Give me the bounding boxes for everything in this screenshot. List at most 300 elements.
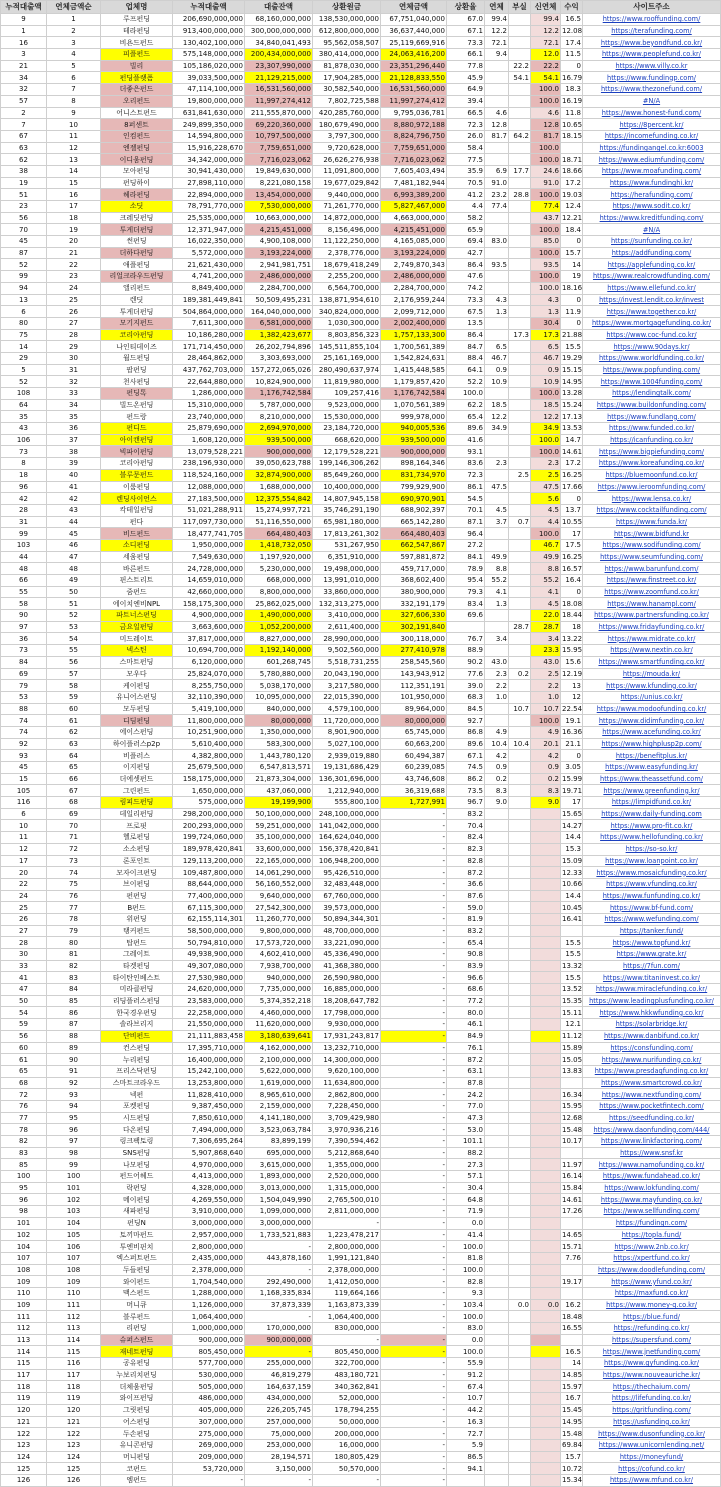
header-cell[interactable]: 업체명: [101, 1, 173, 14]
site-url-link[interactable]: https://www.ieroomfunding.com/: [583, 481, 721, 493]
cell-bal: 583,300,000: [245, 738, 313, 750]
site-url-link[interactable]: https://8percent.kr/: [583, 119, 721, 131]
cell-new: 100.0: [531, 446, 561, 458]
cell-rate: 88.2: [447, 1147, 485, 1159]
table-row: [1, 598, 721, 610]
cell-rate: 82.8: [447, 1276, 485, 1288]
cell-new: [531, 1381, 561, 1393]
cell-new: 2.3: [531, 458, 561, 470]
site-url-link[interactable]: https://www.grate.kr/: [583, 949, 721, 961]
header-cell[interactable]: 신연체: [531, 1, 561, 14]
site-url-link[interactable]: https://www.loanpoint.co.kr/: [583, 855, 721, 867]
cell-paid: 95,426,510,000: [313, 867, 381, 879]
site-url-link[interactable]: https://www.1004funding.com/: [583, 376, 721, 388]
cell-bad: [509, 1416, 531, 1428]
cell-rate: 65.4: [447, 937, 485, 949]
site-url-link[interactable]: https://www.smartfunding.co.kr/: [583, 656, 721, 668]
cell-bal: 19,849,630,000: [245, 165, 313, 177]
site-url-link[interactable]: https://tanker.fund/: [583, 925, 721, 937]
cell-bad: [509, 142, 531, 154]
site-url-link[interactable]: https://refunding.co.kr/: [583, 1323, 721, 1335]
cell-od: 16,531,560,000: [381, 84, 447, 96]
cell-o: 57: [47, 668, 101, 680]
cell-bal: 1,418,732,050: [245, 539, 313, 551]
site-url-link[interactable]: https://consfunding.com/: [583, 1042, 721, 1054]
cell-r: 111: [1, 1311, 47, 1323]
cell-ov: 3.4: [485, 633, 509, 645]
cell-bal: 10,095,000,000: [245, 691, 313, 703]
header-cell[interactable]: 상환원금: [313, 1, 381, 14]
cell-r: 69: [1, 668, 47, 680]
cell-paid: 248,100,000,000: [313, 808, 381, 820]
site-url-link[interactable]: https://www.realcrowdfunding.com/: [583, 271, 721, 283]
cell-bal: 1,893,000,000: [245, 1171, 313, 1183]
site-url-link[interactable]: https://benefitplus.kr/: [583, 750, 721, 762]
cell-new: 100.0: [531, 84, 561, 96]
site-url-link[interactable]: https://www.fundlang.com/: [583, 411, 721, 423]
site-url-link[interactable]: https://thechaium.com/: [583, 1381, 721, 1393]
cell-bad: [509, 867, 531, 879]
cell-new: [531, 972, 561, 984]
site-url-link[interactable]: https://www.ellefund.co.kr/: [583, 282, 721, 294]
site-url-link[interactable]: https://www.gyfunding.co.kr/: [583, 1358, 721, 1370]
cell-rate: 66.1: [447, 49, 485, 61]
cell-ret: 15.89: [562, 1043, 583, 1052]
site-url-link[interactable]: https://www.moafunding.com/: [583, 165, 721, 177]
cell-name: 이디움펀딩: [101, 154, 173, 166]
site-url-link[interactable]: https://www.fundinghi.kr/: [583, 177, 721, 189]
site-url-link[interactable]: https://www.worldfunding.co.kr/: [583, 352, 721, 364]
cell-paid: 17,813,261,302: [313, 528, 381, 540]
cell-paid: 2,611,400,000: [313, 621, 381, 633]
cell-o: 11: [47, 130, 101, 142]
cell-r: 26: [1, 913, 47, 925]
site-url-link[interactable]: https://www.presdaqfunding.co.kr/: [583, 1065, 721, 1077]
cell-total: 1,950,000,000: [173, 539, 245, 551]
cell-o: 89: [47, 1042, 101, 1054]
site-url-link[interactable]: https://www.peoplefund.co.kr/: [583, 49, 721, 61]
cell-new: 99.4: [531, 14, 561, 26]
cell-name: 어스펀딩: [101, 1416, 173, 1428]
cell-paid: 612,800,000,000: [313, 25, 381, 37]
site-url-link[interactable]: https://www.nouveaurichе.kr/: [583, 1369, 721, 1381]
table-row: [1, 1346, 721, 1358]
site-url-link[interactable]: https://www.theassetfund.com/: [583, 773, 721, 785]
site-url-link[interactable]: https://so-so.kr/: [583, 843, 721, 855]
site-url-link[interactable]: https://www.honest-fund.com/: [583, 107, 721, 119]
cell-bal: 33,600,000,000: [245, 843, 313, 855]
cell-r: 80: [1, 317, 47, 329]
cell-od: -: [381, 1381, 447, 1393]
cell-ov: [485, 1358, 509, 1370]
site-url-link[interactable]: https://www.jnetfunding.com/: [583, 1346, 721, 1358]
cell-bal: 1,176,742,584: [245, 388, 313, 400]
cell-ov: [485, 1030, 509, 1042]
cell-bad: [509, 1206, 531, 1218]
cell-new: 43.0: [531, 656, 561, 668]
site-url-link[interactable]: https://www.pro-fit.co.kr/: [583, 820, 721, 832]
cell-r: 110: [1, 1287, 47, 1299]
cell-bal: 164,637,159: [245, 1381, 313, 1393]
site-url-link[interactable]: https://www.together.co.kr/: [583, 306, 721, 318]
cell-total: 22,894,000,000: [173, 189, 245, 201]
header-cell[interactable]: 상환율: [447, 1, 485, 14]
site-url-link[interactable]: https://www.unicornlending.net/: [583, 1439, 721, 1451]
site-url-link[interactable]: https://www.ediumfunding.com/: [583, 154, 721, 166]
table-row: [1, 913, 721, 925]
cell-rate: 67.5: [447, 306, 485, 318]
site-url-link[interactable]: https://icanfunding.co.kr/: [583, 434, 721, 446]
cell-total: 486,000,000: [173, 1393, 245, 1405]
cell-r: 36: [1, 633, 47, 645]
site-url-link[interactable]: https://www.daonfunding.com/444/: [583, 1124, 721, 1136]
table-row: [1, 890, 721, 902]
site-url-link[interactable]: https://www.funfunding.co.kr/: [583, 890, 721, 902]
site-url-link[interactable]: https://www.bidfund.kr: [583, 528, 721, 540]
cell-r: 115: [1, 1358, 47, 1370]
cell-name: 유니어스펀딩: [101, 691, 173, 703]
site-url-link[interactable]: https://limpidfund.co.kr/: [583, 797, 721, 809]
cell-bad: [509, 493, 531, 505]
site-url-link[interactable]: https://www.fundingp.com/: [583, 72, 721, 84]
cell-bal: 7,530,000,000: [245, 201, 313, 213]
site-url-link[interactable]: https://www.finstreet.co.kr/: [583, 575, 721, 587]
cell-bal: 1,099,000,000: [245, 1206, 313, 1218]
site-url-link[interactable]: https://www.mosaicfunding.co.kr/: [583, 867, 721, 879]
cell-total: 7,494,000,000: [173, 1124, 245, 1136]
cell-rate: 71.9: [447, 1206, 485, 1218]
cell-ret: 15.71: [562, 1242, 583, 1251]
cell-ret: 11.5: [561, 49, 583, 61]
cell-r: 30: [1, 949, 47, 961]
cell-name: 이룸펀딩: [101, 481, 173, 493]
cell-od: -: [381, 1147, 447, 1159]
site-url-link[interactable]: https://www.hkkwfunding.co.kr/: [583, 1007, 721, 1019]
cell-rate: 87.2: [447, 1054, 485, 1066]
cell-bal: 2,100,000,000: [245, 1054, 313, 1066]
site-url-link[interactable]: https://www.acefunding.co.kr/: [583, 726, 721, 738]
cell-ov: [485, 282, 509, 294]
cell-new: 6.5: [531, 341, 561, 353]
cell-total: 298,200,000,000: [173, 808, 245, 820]
site-url-link[interactable]: https://fundingn.com/: [583, 1217, 721, 1229]
site-url-link[interactable]: https://www.doodlefunding.com/: [583, 1264, 721, 1276]
site-url-link[interactable]: https://www.popfunding.com/: [583, 364, 721, 376]
cell-od: 597,881,872: [381, 551, 447, 563]
cell-od: 665,142,280: [381, 516, 447, 528]
site-url-link[interactable]: https://www.rooffunding.com/: [583, 14, 721, 26]
site-url-link[interactable]: https://sunfunding.co.kr/: [583, 236, 721, 248]
site-url-link[interactable]: https://lendingtalk.com/: [583, 388, 721, 400]
site-url-link[interactable]: https://seedfunding.co.kr/: [583, 1112, 721, 1124]
site-url-link[interactable]: https://fundingangel.co.kr:6003: [583, 142, 721, 154]
site-url-link[interactable]: https://www.cocktailfunding.com/: [583, 504, 721, 516]
cell-r: 67: [1, 130, 47, 142]
cell-paid: 50,000,000: [313, 1416, 381, 1428]
site-url-link[interactable]: #N/A: [583, 95, 721, 107]
header-cell[interactable]: 누적대출액: [173, 1, 245, 14]
site-url-link[interactable]: https://www.didimfunding.co.kr/: [583, 715, 721, 727]
cell-total: 158,175,000,000: [173, 773, 245, 785]
table-row: [1, 446, 721, 458]
site-url-link[interactable]: https://moneyfund/: [583, 1451, 721, 1463]
header-cell[interactable]: 사이트주소: [583, 1, 721, 14]
header-cell[interactable]: 연체금액순: [47, 1, 101, 14]
site-url-link[interactable]: https://www.bf-fund.com/: [583, 902, 721, 914]
site-url-link[interactable]: https://www.funda.kr/: [583, 516, 721, 528]
cell-bal: 8,965,610,000: [245, 1089, 313, 1101]
site-url-link[interactable]: https://www.titaninvest.co.kr/: [583, 972, 721, 984]
site-url-link[interactable]: https://www.daily-funding.com: [583, 808, 721, 820]
site-url-link[interactable]: https://www.coc-fund.co.kr/: [583, 329, 721, 341]
cell-total: 2,378,000,000: [173, 1264, 245, 1276]
site-url-link[interactable]: https://www.barunfund.com/: [583, 563, 721, 575]
site-url-link[interactable]: https://www.kfunding.co.kr/: [583, 680, 721, 692]
site-url-link[interactable]: https://solarbridge.kr/: [583, 1019, 721, 1031]
cell-ov: [485, 1439, 509, 1451]
cell-od: -: [381, 1054, 447, 1066]
cell-new: 100.0: [531, 247, 561, 259]
site-url-link[interactable]: https://www.mfund.co.kr/: [583, 1474, 721, 1486]
site-url-link[interactable]: https://www.wefunding.com/: [583, 913, 721, 925]
cell-o: 115: [47, 1346, 101, 1358]
cell-ret: 15.95: [562, 1102, 583, 1111]
cell-bad: [509, 201, 531, 213]
site-url-link[interactable]: https://www.mortgagefunding.co.kr/: [583, 317, 721, 329]
cell-od: 43,746,608: [381, 773, 447, 785]
site-url-link[interactable]: https://www.fundahead.co.kr/: [583, 1171, 721, 1183]
cell-bad: [509, 808, 531, 820]
site-url-link[interactable]: https://topla.fund/: [583, 1229, 721, 1241]
cell-paid: 7,390,594,462: [313, 1136, 381, 1148]
cell-total: 2,957,000,000: [173, 1229, 245, 1241]
cell-od: -: [381, 820, 447, 832]
site-url-link[interactable]: https://bluemoonfund.co.kr/: [583, 469, 721, 481]
site-url-link[interactable]: https://unius.co.kr/: [583, 691, 721, 703]
site-url-link[interactable]: https://7fun.com/: [583, 960, 721, 972]
cell-name: 에이스펀딩: [101, 726, 173, 738]
cell-o: 18: [47, 212, 101, 224]
site-url-link[interactable]: https://www.thezonefund.com/: [583, 84, 721, 96]
cell-total: 805,450,000: [173, 1346, 245, 1358]
cell-r: 10: [1, 820, 47, 832]
cell-rate: 44.2: [447, 1404, 485, 1416]
cell-new: [531, 1147, 561, 1159]
cell-bal: 5,374,352,218: [245, 995, 313, 1007]
site-url-link[interactable]: https://www.money-q.co.kr/: [583, 1299, 721, 1311]
cell-rate: 58.4: [447, 142, 485, 154]
cell-total: 18,477,741,705: [173, 528, 245, 540]
site-url-link[interactable]: https://lifefunding.co.kr/: [583, 1393, 721, 1405]
cell-od: -: [381, 937, 447, 949]
site-url-link[interactable]: https://cofund.co.kr/: [583, 1463, 721, 1475]
cell-od: -: [381, 1299, 447, 1311]
site-url-link[interactable]: https://www.greenfunding.kr/: [583, 785, 721, 797]
cell-ret: 15.97: [562, 1382, 583, 1391]
cell-o: 47: [47, 551, 101, 563]
site-url-link[interactable]: https://usfunding.co.kr/: [583, 1416, 721, 1428]
site-url-link[interactable]: https://www.smartcrowd.co.kr/: [583, 1077, 721, 1089]
site-url-link[interactable]: https://xpertfund.co.kr/: [583, 1252, 721, 1264]
cell-rate: 67.4: [447, 1381, 485, 1393]
site-url-link[interactable]: https://terafunding.com/: [583, 25, 721, 37]
cell-rate: 100.0: [447, 388, 485, 400]
site-url-link[interactable]: https://www.seumfunding.com/: [583, 551, 721, 563]
site-url-link[interactable]: https://www.lokfunding.com/: [583, 1182, 721, 1194]
cell-r: 73: [1, 446, 47, 458]
site-url-link[interactable]: https://www.lensa.co.kr/: [583, 493, 721, 505]
header-cell[interactable]: 수익: [561, 1, 583, 14]
site-url-link[interactable]: https://www.highplusp2p.com/: [583, 738, 721, 750]
site-url-link[interactable]: https://invest.lendit.co.kr/invest: [583, 294, 721, 306]
table-row: [1, 575, 721, 587]
site-url-link[interactable]: https://www.nextin.co.kr/: [583, 645, 721, 657]
cell-bad: [509, 1252, 531, 1264]
cell-rate: 86.8: [447, 726, 485, 738]
cell-r: 3: [1, 49, 47, 61]
cell-paid: 19,677,029,842: [313, 177, 381, 189]
site-url-link[interactable]: https://supersfund.com/: [583, 1334, 721, 1346]
cell-total: 209,000,000: [173, 1451, 245, 1463]
site-url-link[interactable]: https://herafunding.com/: [583, 189, 721, 201]
cell-paid: 26,626,276,938: [313, 154, 381, 166]
cell-total: 1,288,000,000: [173, 1287, 245, 1299]
cell-ov: [485, 1159, 509, 1171]
header-cell[interactable]: 대출잔액: [245, 1, 313, 14]
site-url-link[interactable]: https://www.vfunding.co.kr/: [583, 878, 721, 890]
site-url-link[interactable]: #N/A: [583, 224, 721, 236]
header-cell[interactable]: 연체금액: [381, 1, 447, 14]
table-row: [1, 1381, 721, 1393]
cell-rate: 73.3: [447, 294, 485, 306]
header-cell[interactable]: 부실: [509, 1, 531, 14]
site-url-link[interactable]: https://www.partnersfunding.co.kr/: [583, 610, 721, 622]
table-row: [1, 925, 721, 937]
site-url-link[interactable]: https://www.fridayfunding.co.kr/: [583, 621, 721, 633]
cell-rate: 67.1: [447, 750, 485, 762]
site-url-link[interactable]: https://www.hanampl.com/: [583, 598, 721, 610]
site-url-link[interactable]: https://www.funded.co.kr/: [583, 423, 721, 435]
table-row: [1, 621, 721, 633]
cell-total: 238,196,930,000: [173, 458, 245, 470]
cell-ov: [485, 1334, 509, 1346]
site-url-link[interactable]: https://www.leadingplusfunding.co.kr/: [583, 995, 721, 1007]
cell-o: 40: [47, 469, 101, 481]
site-url-link[interactable]: https://www.nextfunding.com/: [583, 1089, 721, 1101]
cell-new: 55.2: [531, 575, 561, 587]
site-url-link[interactable]: https://www.buildonfunding.com/: [583, 399, 721, 411]
site-url-link[interactable]: https://www.nurifunding.co.kr/: [583, 1054, 721, 1066]
cell-bad: [509, 376, 531, 388]
site-url-link[interactable]: https://www.pocketfintech.com/: [583, 1100, 721, 1112]
site-url-link[interactable]: https://www.topfund.kr/: [583, 937, 721, 949]
cell-ret: 69.84: [562, 1441, 583, 1450]
header-cell[interactable]: 연체: [485, 1, 509, 14]
site-url-link[interactable]: https://www.sellfunding.com/: [583, 1206, 721, 1218]
site-url-link[interactable]: https://www.namofunding.co.kr/: [583, 1159, 721, 1171]
site-url-link[interactable]: https://applefunding.co.kr/: [583, 259, 721, 271]
cell-new: [531, 949, 561, 961]
site-url-link[interactable]: https://incomefunding.co.kr/: [583, 130, 721, 142]
cell-total: 11,800,000,000: [173, 715, 245, 727]
cell-bad: [509, 259, 531, 271]
cell-bad: 10.7: [509, 703, 531, 715]
site-url-link[interactable]: https://www.mayfunding.co.kr/: [583, 1194, 721, 1206]
site-url-link[interactable]: https://www.zoomfund.co.kr/: [583, 586, 721, 598]
site-url-link[interactable]: https://www.dusonfunding.co.kr/: [583, 1428, 721, 1440]
cell-ret: 15.05: [562, 1055, 583, 1064]
cell-total: 21,621,430,000: [173, 259, 245, 271]
site-url-link[interactable]: https://www.yfund.co.kr/: [583, 1276, 721, 1288]
cell-new: 10.7: [531, 703, 561, 715]
site-url-link[interactable]: https://www.sodifunding.com/: [583, 539, 721, 551]
site-url-link[interactable]: https://addfunding.com/: [583, 247, 721, 259]
site-url-link[interactable]: https://maxfund.co.kr/: [583, 1287, 721, 1299]
cell-o: 52: [47, 610, 101, 622]
cell-ret: 19.17: [562, 1277, 583, 1286]
site-url-link[interactable]: https://www.sodit.co.kr/: [583, 201, 721, 213]
cell-od: -: [381, 1100, 447, 1112]
cell-r: 11: [1, 832, 47, 844]
cell-ret: 16.19: [562, 97, 583, 106]
cell-ret: 10.45: [562, 903, 583, 912]
site-url-link[interactable]: https://www.miraclefunding.co.kr/: [583, 984, 721, 996]
site-url-link[interactable]: https://www.snsf.kr: [583, 1147, 721, 1159]
cell-ret: 15.5: [561, 949, 583, 961]
cell-ret: 0: [561, 586, 583, 598]
table-row: [1, 1358, 721, 1370]
site-url-link[interactable]: https://blue.fund/: [583, 1311, 721, 1323]
site-url-link[interactable]: https://www.bigpiefunding.com/: [583, 446, 721, 458]
table-row: [1, 1241, 721, 1253]
site-url-link[interactable]: https://www.midrate.co.kr/: [583, 633, 721, 645]
cell-r: 125: [1, 1463, 47, 1475]
site-url-link[interactable]: https://www.villy.co.kr: [583, 60, 721, 72]
cell-paid: 420,285,760,000: [313, 107, 381, 119]
site-url-link[interactable]: https://www.kreditfunding.com/: [583, 212, 721, 224]
cell-ret: 11.12: [562, 1032, 583, 1041]
cell-r: 47: [1, 984, 47, 996]
table-row: [1, 49, 721, 61]
cell-od: 300,118,000: [381, 633, 447, 645]
site-url-link[interactable]: https://www.90days.kr/: [583, 341, 721, 353]
header-cell[interactable]: 누적대출액: [1, 1, 47, 14]
site-url-link[interactable]: https://mouda.kr/: [583, 668, 721, 680]
site-url-link[interactable]: https://www.modoofunding.co.kr/: [583, 703, 721, 715]
site-url-link[interactable]: https://gritfunding.com/: [583, 1404, 721, 1416]
cell-r: 124: [1, 1451, 47, 1463]
cell-bal: 26,202,794,896: [245, 341, 313, 353]
table-row: [1, 1030, 721, 1042]
site-url-link[interactable]: https://www.linkfactoring.com/: [583, 1136, 721, 1148]
site-url-link[interactable]: https://www.2nb.co.kr/: [583, 1241, 721, 1253]
site-url-link[interactable]: https://www.hellofunding.co.kr/: [583, 832, 721, 844]
cell-bal: 28,194,571: [245, 1451, 313, 1463]
cell-bal: 32,874,900,000: [245, 469, 313, 481]
site-url-link[interactable]: https://www.danbifund.co.kr/: [583, 1030, 721, 1042]
cell-od: 1,070,561,389: [381, 399, 447, 411]
site-url-link[interactable]: https://www.beyondfund.co.kr/: [583, 37, 721, 49]
cell-bal: -: [245, 1264, 313, 1276]
site-url-link[interactable]: https://www.koreafunding.co.kr/: [583, 458, 721, 470]
cell-bad: [509, 1054, 531, 1066]
cell-od: 1,700,561,389: [381, 341, 447, 353]
table-row: [1, 1159, 721, 1171]
site-url-link[interactable]: https://www.easyfunding.kr/: [583, 762, 721, 774]
cell-bal: 840,000,000: [245, 703, 313, 715]
cell-total: 77,400,000,000: [173, 890, 245, 902]
cell-ov: 6.5: [485, 341, 509, 353]
